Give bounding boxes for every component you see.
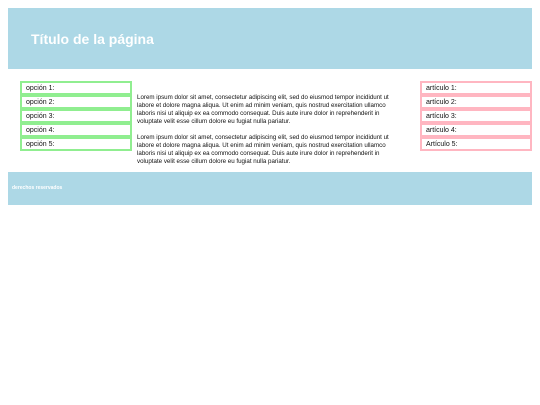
article-item-4[interactable]: artículo 4:: [420, 123, 532, 137]
page-title: Título de la página: [31, 31, 154, 47]
article-item-1[interactable]: artículo 1:: [420, 81, 532, 95]
article-item-3[interactable]: artículo 3:: [420, 109, 532, 123]
option-item-4[interactable]: opción 4:: [20, 123, 132, 137]
footer-copyright: derechos reservados: [12, 185, 63, 191]
option-item-2[interactable]: opción 2:: [20, 95, 132, 109]
left-options-nav: [20, 81, 132, 151]
page-header: [8, 8, 532, 69]
option-item-3[interactable]: opción 3:: [20, 109, 132, 123]
content-paragraph-2: Lorem ipsum dolor sit amet, consectetur adipiscing elit, sed do eiusmod tempor incididunt ut labore et dolore magna aliqua. Ut enim ad minim veniam, quis nostrud exercitation ullamco laboris nisi ut aliquip ex ea commodo consequat. Duis aute irure dolor in reprehenderit in voluptate velit esse cillum dolore eu fugiat nulla pariatur.: [137, 134, 389, 165]
main-content: [137, 94, 397, 174]
option-item-1[interactable]: opción 1:: [20, 81, 132, 95]
article-item-2[interactable]: artículo 2:: [420, 95, 532, 109]
content-paragraph-1: Lorem ipsum dolor sit amet, consectetur adipiscing elit, sed do eiusmod tempor incididunt ut labore et dolore magna aliqua. Ut enim ad minim veniam, quis nostrud exercitation ullamco laboris nisi ut aliquip ex ea commodo consequat. Duis aute irure dolor in reprehenderit in voluptate velit esse cillum dolore eu fugiat nulla pariatur.: [137, 94, 389, 125]
page-footer: [8, 172, 532, 205]
right-articles-nav: [420, 81, 532, 151]
option-item-5[interactable]: opción 5:: [20, 137, 132, 151]
article-item-5[interactable]: Artículo 5:: [420, 137, 532, 151]
